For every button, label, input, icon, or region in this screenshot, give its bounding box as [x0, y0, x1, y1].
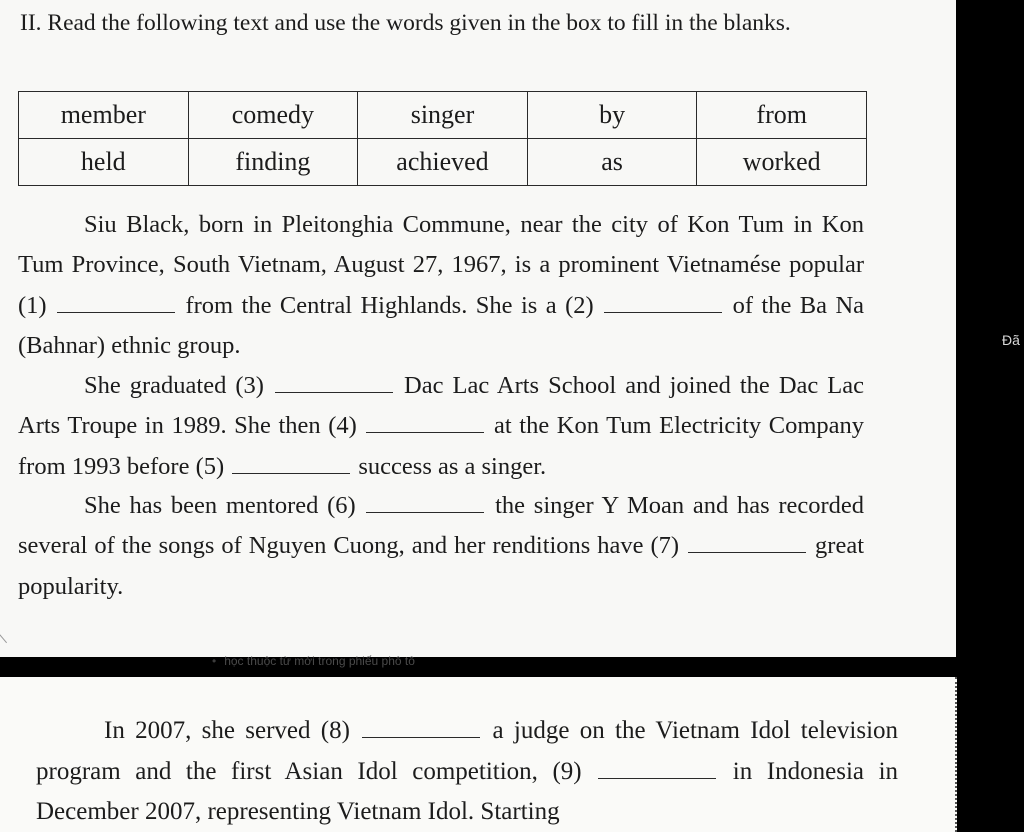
blank-2 — [604, 287, 722, 313]
passage-text: She graduated (3) — [84, 372, 264, 399]
overlay-caption: • học thuộc từ mới trong phiếu phô tô — [212, 654, 415, 668]
word-box-cell: worked — [697, 139, 867, 186]
word-box-cell: finding — [188, 139, 358, 186]
blank-1 — [57, 287, 175, 313]
passage-text: of the Ba Na (Bahnar) ethnic group. — [18, 291, 865, 359]
passage-text: the singer Y Moan and has recorded several of the songs of Nguyen Cuong, and her renditions have (7) — [18, 492, 865, 560]
word-box-cell: achieved — [358, 139, 528, 186]
blank-3 — [275, 368, 393, 394]
passage-text: great popularity. — [18, 532, 864, 600]
passage-paragraph-2 — [18, 366, 864, 487]
passage-text: In 2007, she served (8) — [104, 717, 350, 744]
word-box-table — [18, 91, 867, 186]
word-box-cell: from — [697, 92, 867, 139]
passage-paragraph-4 — [36, 711, 898, 832]
passage-text: Dac Lac Arts School and joined the Dac Lac Arts Troupe in 1989. She then (4) — [18, 372, 865, 440]
exercise-heading: II. Read the following text and use the words given in the box to fill in the blanks. — [20, 10, 791, 36]
worksheet-page-bottom — [0, 677, 957, 832]
blank-4 — [366, 408, 484, 434]
passage-text: success as a singer. — [358, 452, 547, 480]
passage-text: She has been mentored (6) — [84, 492, 356, 519]
passage-text: in Indonesia in December 2007, representing Vietnam Idol. Starting — [36, 757, 899, 826]
blank-7 — [688, 528, 806, 554]
passage-text: Siu Black, born in Pleitonghia Commune, near the city of Kon Tum in Kon Tum Province, South Vietnam, August 27, 1967, is a prominent Vietnamése popular (1) — [18, 211, 864, 319]
passage-text: at the Kon Tum Electricity Company from 1993 before (5) — [18, 412, 865, 480]
word-box-cell: held — [19, 139, 189, 186]
word-box-row — [19, 139, 867, 186]
word-box-cell: singer — [358, 92, 528, 139]
blank-6 — [366, 488, 484, 514]
passage-text: from the Central Highlands. She is a (2) — [185, 291, 594, 319]
margin-pencil-mark — [0, 623, 18, 643]
word-box-cell: member — [19, 92, 189, 139]
blank-5 — [232, 448, 350, 474]
word-box-row — [19, 92, 867, 139]
word-box-cell: as — [527, 139, 697, 186]
passage-paragraph-3 — [18, 486, 864, 607]
word-box-cell: by — [527, 92, 697, 139]
word-box-cell: comedy — [188, 92, 358, 139]
blank-8 — [362, 712, 480, 738]
passage-paragraph-1 — [18, 205, 864, 366]
blank-9 — [598, 753, 716, 779]
passage-text: a judge on the Vietnam Idol television program and the first Asian Idol competition, (9) — [36, 717, 899, 785]
page-torn-edge — [945, 677, 957, 832]
edge-text-fragment: Đã — [1002, 332, 1020, 348]
